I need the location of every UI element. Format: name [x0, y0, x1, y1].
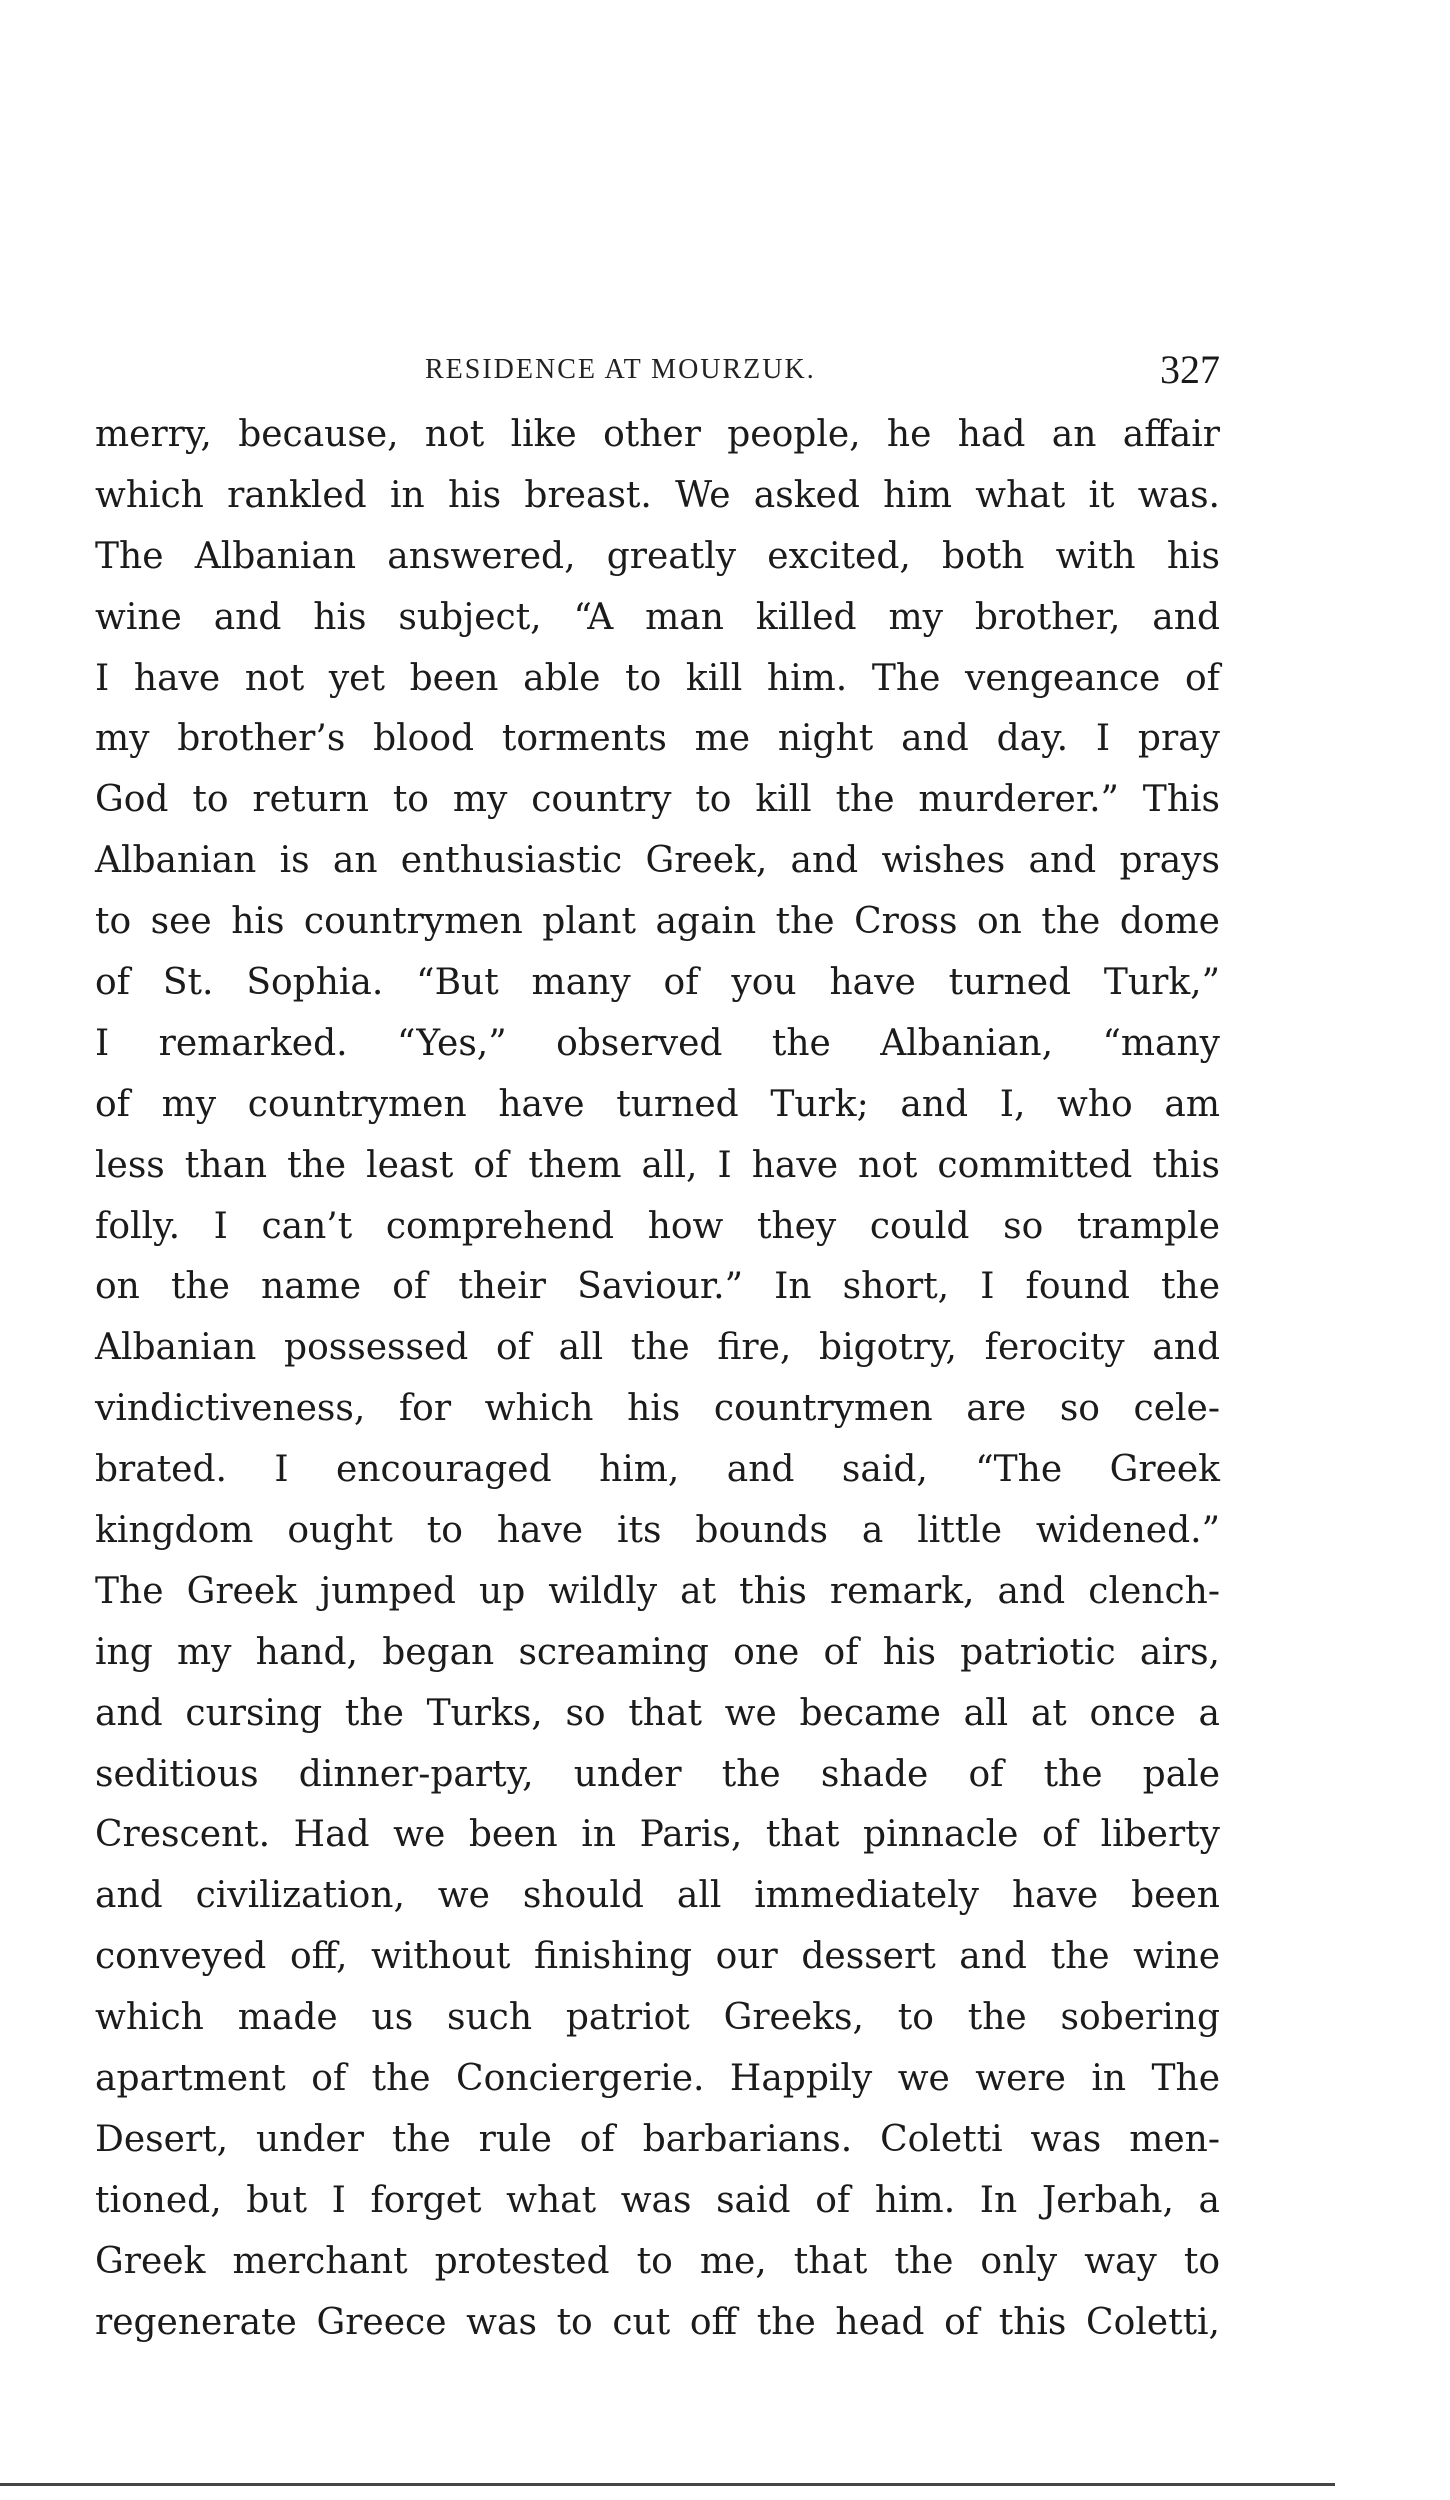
text-line: kingdom ought to have its bounds a little widened.”: [95, 1510, 1220, 1552]
text-line: Albanian possessed of all the fire, bigotry, ferocity and: [95, 1327, 1220, 1369]
text-line: to see his countrymen plant again the Cross on the dome: [95, 901, 1220, 943]
text-line: God to return to my country to kill the murderer.” This: [95, 779, 1220, 821]
text-line: brated. I encouraged him, and said, “The Greek: [95, 1449, 1220, 1491]
text-line: I remarked. “Yes,” observed the Albanian, “many: [95, 1022, 1220, 1064]
text-line: The Greek jumped up wildly at this remark, and clench-: [95, 1570, 1220, 1612]
text-line: on the name of their Saviour.” In short, I found the: [95, 1266, 1220, 1308]
body-text: [95, 405, 1220, 2354]
text-line: Crescent. Had we been in Paris, that pinnacle of liberty: [95, 1814, 1220, 1856]
text-line: and civilization, we should all immediately have been: [95, 1875, 1220, 1917]
text-line: wine and his subject, “A man killed my brother, and: [95, 596, 1220, 638]
text-line: folly. I can’t comprehend how they could so trample: [95, 1205, 1220, 1247]
page-number: 327: [1160, 347, 1220, 392]
text-line: Desert, under the rule of barbarians. Coletti was men-: [95, 2118, 1220, 2160]
text-line: Greek merchant protested to me, that the only way to: [95, 2240, 1220, 2282]
text-line: merry, because, not like other people, he had an affair: [95, 414, 1220, 455]
text-line: of my countrymen have turned Turk; and I, who am: [95, 1083, 1220, 1125]
text-line: seditious dinner-party, under the shade of the pale: [95, 1753, 1220, 1795]
text-line: tioned, but I forget what was said of him. In Jerbah, a: [95, 2179, 1220, 2221]
text-line: which rankled in his breast. We asked him what it was.: [95, 474, 1220, 516]
text-line: I have not yet been able to kill him. The vengeance of: [95, 657, 1220, 699]
text-line: and cursing the Turks, so that we became all at once a: [95, 1692, 1220, 1734]
running-head: RESIDENCE AT MOURZUK.: [425, 354, 816, 385]
text-line: my brother’s blood torments me night and day. I pray: [95, 718, 1220, 760]
text-line: of St. Sophia. “But many of you have turned Turk,”: [95, 962, 1220, 1004]
text-line: ing my hand, began screaming one of his patriotic airs,: [95, 1631, 1220, 1673]
text-line: The Albanian answered, greatly excited, both with his: [95, 535, 1220, 577]
text-line: apartment of the Conciergerie. Happily we were in The: [95, 2058, 1220, 2100]
text-line: conveyed off, without finishing our dessert and the wine: [95, 1936, 1220, 1978]
text-line: Albanian is an enthusiastic Greek, and wishes and prays: [95, 840, 1220, 882]
page-header: [95, 340, 1220, 400]
text-line: less than the least of them all, I have not committed this: [95, 1144, 1220, 1186]
text-line: which made us such patriot Greeks, to the sobering: [95, 1997, 1220, 2039]
text-line: regenerate Greece was to cut off the head of this Coletti,: [95, 2301, 1220, 2343]
bottom-edge-rule: [0, 2483, 1335, 2486]
text-line: vindictiveness, for which his countrymen are so cele-: [95, 1388, 1220, 1430]
